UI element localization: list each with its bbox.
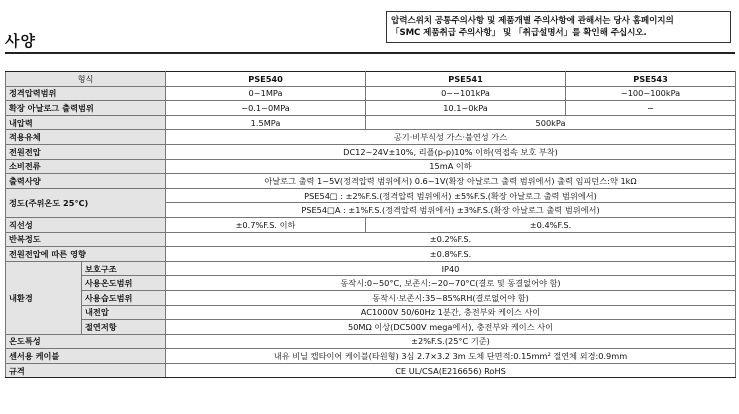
- row-label: 내환경: [6, 261, 82, 334]
- model-pse541: PSE541: [366, 72, 566, 87]
- table-cell: 50MΩ 이상(DC500V mega에서), 충전부와 케이스 사이: [166, 320, 736, 335]
- table-cell: ±0.8%F.S.: [166, 247, 736, 262]
- title-underline: [5, 52, 735, 54]
- table-cell: 10.1~0kPa: [366, 101, 566, 116]
- table-cell: DC12~24V±10%, 리플(p-p)10% 이하(역접속 보호 부착): [166, 144, 736, 159]
- table-row: [6, 261, 736, 276]
- sub-row-label: 보호구조: [82, 261, 166, 276]
- table-cell: PSE54□A : ±1%F.S.(정격압력 범위에서) ±3%F.S.(확장 아날로그 출력 범위에서): [166, 203, 736, 218]
- table-row: [6, 349, 736, 364]
- table-row: [6, 115, 736, 130]
- table-cell: −: [566, 101, 736, 116]
- table-row: [6, 101, 736, 116]
- table-cell: 동작시·보존시:35~85%RH(결로없어야 함): [166, 290, 736, 305]
- table-cell: IP40: [166, 261, 736, 276]
- table-cell: 500kPa: [366, 115, 736, 130]
- table-cell: CE UL/CSA(E216656) RoHS: [166, 363, 736, 378]
- table-row: [6, 276, 736, 291]
- row-label: 확장 아날로그 출력범위: [6, 101, 166, 116]
- table-row: [6, 130, 736, 145]
- notice-box: [386, 11, 731, 43]
- row-label: 정도(주위온도 25°C): [6, 188, 166, 217]
- table-cell: 아날로그 출력 1~5V(정격압력 범위에서) 0.6~1V(확장 아날로그 출력 범위에서) 출력 임피던스:약 1kΩ: [166, 174, 736, 189]
- table-cell: 15mA 이하: [166, 159, 736, 174]
- table-cell: −100~100kPa: [566, 86, 736, 101]
- model-pse543: PSE543: [566, 72, 736, 87]
- row-label: 출력사양: [6, 174, 166, 189]
- table-cell: 동작시:0~50°C, 보존시:−20~70°C(결로 및 동결없어야 함): [166, 276, 736, 291]
- sub-row-label: 사용온도범위: [82, 276, 166, 291]
- notice-line-2: 「SMC 제품취급 주의사항」 및 「취급설명서」를 확인해 주십시오.: [391, 28, 647, 38]
- model-header-label: 형식: [6, 72, 166, 87]
- table-cell: ±0.4%F.S.: [366, 217, 736, 232]
- sub-row-label: 사용습도범위: [82, 290, 166, 305]
- spec-table: [5, 71, 736, 378]
- row-label: 적용유체: [6, 130, 166, 145]
- table-cell: 1.5MPa: [166, 115, 366, 130]
- table-cell: ±2%F.S.(25°C 기준): [166, 334, 736, 349]
- row-label: 반복정도: [6, 232, 166, 247]
- sub-row-label: 내전압: [82, 305, 166, 320]
- table-cell: ±0.7%F.S. 이하: [166, 217, 366, 232]
- table-cell: 0~1MPa: [166, 86, 366, 101]
- table-cell: 0~−101kPa: [366, 86, 566, 101]
- table-cell: PSE54□ : ±2%F.S.(정격압력 범위에서) ±5%F.S.(확장 아날로그 출력 범위에서): [166, 188, 736, 203]
- table-row: [6, 290, 736, 305]
- table-row: [6, 232, 736, 247]
- table-row: [6, 217, 736, 232]
- table-cell: 내유 비닐 캡타이어 케이블(타원형) 3심 2.7×3.2 3m 도체 단면적:0.15mm² 절연체 외경:0.9mm: [166, 349, 736, 364]
- table-row: [6, 159, 736, 174]
- row-label: 온도특성: [6, 334, 166, 349]
- row-label: 센서용 케이블: [6, 349, 166, 364]
- table-row: [6, 86, 736, 101]
- row-label: 전원전압에 따른 영향: [6, 247, 166, 262]
- table-cell: AC1000V 50/60Hz 1분간, 충전부와 케이스 사이: [166, 305, 736, 320]
- table-row: [6, 320, 736, 335]
- table-row: [6, 305, 736, 320]
- page-title: 사양: [5, 32, 36, 50]
- row-label: 전원전압: [6, 144, 166, 159]
- table-cell: 공기·비부식성 가스·불연성 가스: [166, 130, 736, 145]
- table-row: [6, 247, 736, 262]
- notice-line-1: 압력스위치 공통주의사항 및 제품개별 주의사항에 관해서는 당사 홈페이지의: [391, 16, 674, 26]
- row-label: 소비전류: [6, 159, 166, 174]
- row-label: 내압력: [6, 115, 166, 130]
- row-label: 정격압력범위: [6, 86, 166, 101]
- row-label: 규격: [6, 363, 166, 378]
- table-row: [6, 174, 736, 189]
- table-row: [6, 144, 736, 159]
- table-row: [6, 334, 736, 349]
- model-pse540: PSE540: [166, 72, 366, 87]
- table-header-row: [6, 72, 736, 87]
- sub-row-label: 절연저항: [82, 320, 166, 335]
- table-row: [6, 363, 736, 378]
- table-cell: −0.1~0MPa: [166, 101, 366, 116]
- table-row: [6, 188, 736, 203]
- table-cell: ±0.2%F.S.: [166, 232, 736, 247]
- row-label: 직선성: [6, 217, 166, 232]
